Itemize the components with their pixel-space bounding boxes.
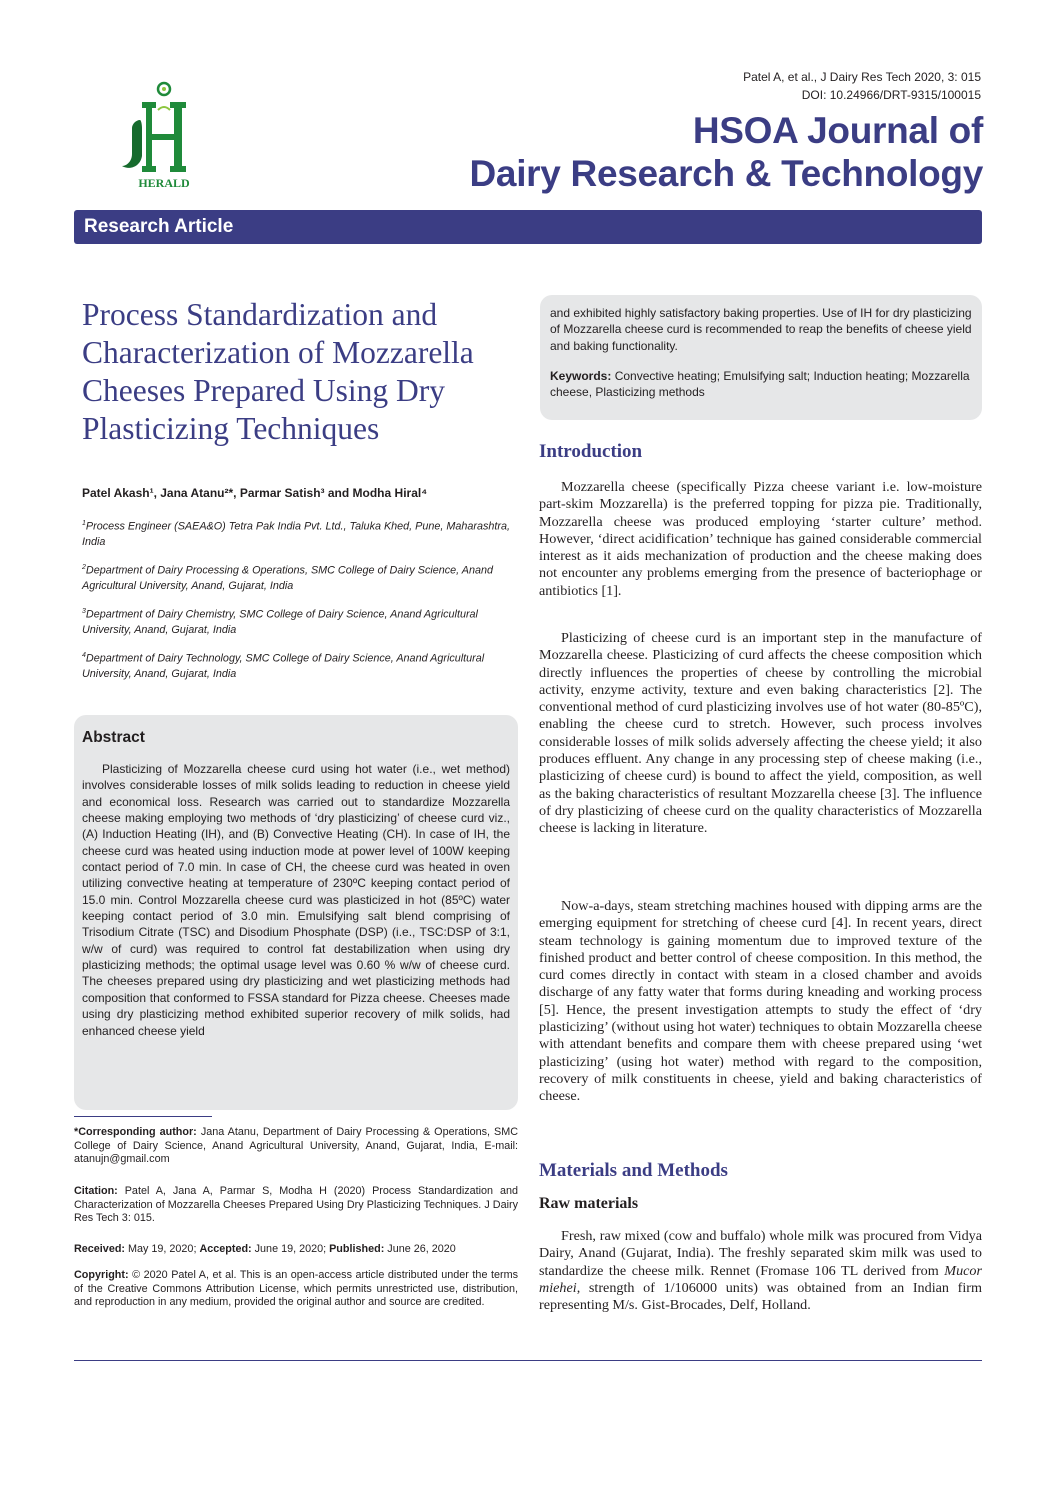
affiliation-sup: 2 xyxy=(82,564,86,571)
abstract-box xyxy=(74,715,518,1110)
abstract-continuation: and exhibited highly satisfactory baking properties. Use of IH for dry plasticizing of Mozzarella cheese curd is recommended to reap the benefits of cheese yield and baking functionality. xyxy=(550,306,972,353)
article-title: Process Standardization and Characterization of Mozzarella Cheeses Prepared Using Dry Plasticizing Techniques xyxy=(82,297,474,446)
published-label: Published: xyxy=(329,1243,385,1255)
corresponding-label: *Corresponding author: xyxy=(74,1126,197,1138)
affiliation-text: Department of Dairy Chemistry, SMC College of Dairy Science, Anand Agricultural University, Anand, Gujarat, India xyxy=(82,608,478,636)
affiliation-sup: 3 xyxy=(82,608,86,615)
raw-materials-heading: Raw materials xyxy=(539,1195,639,1212)
abstract-heading: Abstract xyxy=(82,729,145,746)
footnote-divider xyxy=(74,1116,212,1117)
affiliation-4 xyxy=(82,648,512,682)
affiliation-text: Department of Dairy Processing & Operations, SMC College of Dairy Science, Anand Agricultural University, Anand, Gujarat, India xyxy=(82,564,493,592)
raw-materials-text-start: Fresh, raw mixed (cow and buffalo) whole milk was procured from Vidya Dairy, Anand (Gujarat, India). The freshly separated skim milk was used to standardize the cheese milk. Rennet (Fromase 106 TL derived from xyxy=(539,1228,982,1279)
journal-title-line1: HSOA Journal of xyxy=(692,110,983,151)
article-type-label: Research Article xyxy=(84,216,234,237)
citation-header xyxy=(743,68,981,104)
doi-line: DOI: 10.24966/DRT-9315/100015 xyxy=(801,88,981,102)
copyright-note xyxy=(74,1269,518,1310)
citation-line: Patel A, et al., J Dairy Res Tech 2020, 3: 015 xyxy=(743,70,981,84)
keywords-text: Convective heating; Emulsifying salt; Induction heating; Mozzarella cheese, Plasticizing methods xyxy=(550,369,970,400)
accepted-label: Accepted: xyxy=(199,1243,252,1255)
affiliation-text: Process Engineer (SAEA&O) Tetra Pak India Pvt. Ltd., Taluka Khed, Pune, Maharashtra, India xyxy=(82,520,511,548)
citation-text: Patel A, Jana A, Parmar S, Modha H (2020) Process Standardization and Characterization of Mozzarella Cheeses Prepared Using Dry Plasticizing Techniques. J Dairy Res Tech 3: 015. xyxy=(74,1185,518,1225)
abstract-text: Plasticizing of Mozzarella cheese curd using hot water (i.e., wet method) involves considerable losses of milk solids leading to reduction in cheese yield and economical loss. Research was carried out to standardize Mozzarella cheese making employing two methods of ‘dry plasticizing’ of cheese curd viz., (A) Induction Heating (IH), and (B) Convective Heating (CH). In case of IH, the cheese curd was heated using induction mode at power level of 100W keeping contact period of 7.0 min. In case of CH, the cheese curd was heated in oven utilizing convective heating at temperature of 230ºC keeping contact period of 15.0 min. Control Mozzarella cheese curd was plasticized in hot (85ºC) water keeping contact period of 3.0 min. Emulsifying salt blend comprising of Trisodium Citrate (TSC) and Disodium Phosphate (DSP) (i.e., TSC:DSP of 3:1, w/w of curd) was required to control fat destabilization when using dry plasticizing methods; the optimal usage level was 0.60 % w/w of cheese curd. The cheeses prepared using dry plasticizing and wet plasticizing methods had composition that conformed to FSSA standard for Pizza cheese. Cheeses made using dry plasticizing method exhibited superior recovery of milk solids, had enhanced cheese yield xyxy=(82,762,510,1038)
intro-paragraph-1: Mozzarella cheese (specifically Pizza cheese variant i.e. low-moisture part-skim Mozzarella) is the preferred topping for pizza pie. Traditionally, Mozzarella cheese was produced employing ‘starter culture’ method. However, ‘direct acidification’ technique has gained considerable commercial interest as it aids mechanization of production and the cheese making does not encounter any problems emerging from the presence of bacteriophage or antibiotics [1]. xyxy=(539,479,982,599)
methods-heading: Materials and Methods xyxy=(539,1160,728,1181)
published-date: June 26, 2020 xyxy=(387,1243,456,1255)
corresponding-text: Jana Atanu, Department of Dairy Processing & Operations, SMC College of Dairy Science, Anand Agricultural University, Anand, Gujarat, India, E-mail: atanujn@gmail.com xyxy=(74,1126,519,1166)
raw-materials-text-end: , strength of 1/106000 units) was obtained from an Indian firm representing M/s. Gist-Brocades, Delf, Holland. xyxy=(539,1279,982,1314)
organism-name: Mucor miehei xyxy=(539,1262,982,1296)
accepted-date: June 19, 2020; xyxy=(254,1243,327,1255)
intro-paragraph-3: Now-a-days, steam stretching machines housed with dipping arms are the emerging equipment for stretching of cheese curd [4]. In recent years, direct steam technology is gaining momentum due to improved texture of the finished product and better control of cheese composition. In this method, the curd comes directly in contact with steam in a closed chamber and avoids discharge of any fatty water that forms during kneading and working process [5]. Hence, the present investigation attempts to study the effect of ‘dry plasticizing’ (without using hot water) techniques to obtain Mozzarella cheese with attendant benefits and compare them with cheese prepared using ‘wet plasticizing’ (using hot water) method with regard to the composition, recovery of milk constituents in cheese, yield and baking characteristics of cheese. xyxy=(539,898,982,1105)
dates-note xyxy=(74,1243,518,1257)
journal-title-line2: Dairy Research & Technology xyxy=(469,153,983,194)
keywords xyxy=(550,368,972,401)
herald-logo xyxy=(118,80,210,192)
affiliation-2 xyxy=(82,560,512,594)
affiliation-1 xyxy=(82,516,512,550)
citation-note xyxy=(74,1185,518,1226)
logo-text: HERALD xyxy=(138,176,190,190)
intro-paragraph-2: Plasticizing of cheese curd is an important step in the manufacture of Mozzarella cheese. Plasticizing of curd affects the cheese composition which directly influences the properties of cheese by controlling the microbial activity, enzyme activity, texture and even baking characteristics [2]. The conventional method of curd plasticizing involves use of hot water (80-85ºC), enabling the cheese curd to stretch. However, such process involves considerable losses of milk solids adversely affecting the cheese yield; it also produces effluent. Any change in any processing step of cheese making (i.e., plasticizing of cheese curd) is bound to affect the yield, composition, as well as the baking characteristics of resultant Mozzarella cheese [3]. The influence of dry plasticizing of cheese curd on the quality characteristics of Mozzarella cheese is lacking in literature. xyxy=(539,630,982,837)
affiliation-3 xyxy=(82,604,512,638)
corresponding-author-note xyxy=(74,1126,518,1167)
citation-label: Citation: xyxy=(74,1185,118,1197)
received-date: May 19, 2020; xyxy=(128,1243,197,1255)
affiliation-sup: 1 xyxy=(82,520,86,527)
article-type-banner xyxy=(74,210,982,244)
copyright-label: Copyright: xyxy=(74,1269,129,1281)
author-list: Patel Akash¹, Jana Atanu²*, Parmar Satish³ and Modha Hiral⁴ xyxy=(82,486,428,500)
affiliation-sup: 4 xyxy=(82,652,86,659)
abstract-continuation-box xyxy=(540,295,982,420)
introduction-heading: Introduction xyxy=(539,441,643,462)
copyright-text: © 2020 Patel A, et al. This is an open-access article distributed under the terms of the Creative Commons Attribution License, which permits unrestricted use, distribution, and reproduction in any medium, provided the original author and source are credited. xyxy=(74,1269,518,1309)
raw-materials-paragraph xyxy=(539,1228,982,1314)
affiliation-text: Department of Dairy Technology, SMC College of Dairy Science, Anand Agricultural University, Anand, Gujarat, India xyxy=(82,652,485,680)
keywords-label: Keywords: xyxy=(550,369,612,383)
received-label: Received: xyxy=(74,1243,126,1255)
page-bottom-rule xyxy=(74,1360,982,1361)
